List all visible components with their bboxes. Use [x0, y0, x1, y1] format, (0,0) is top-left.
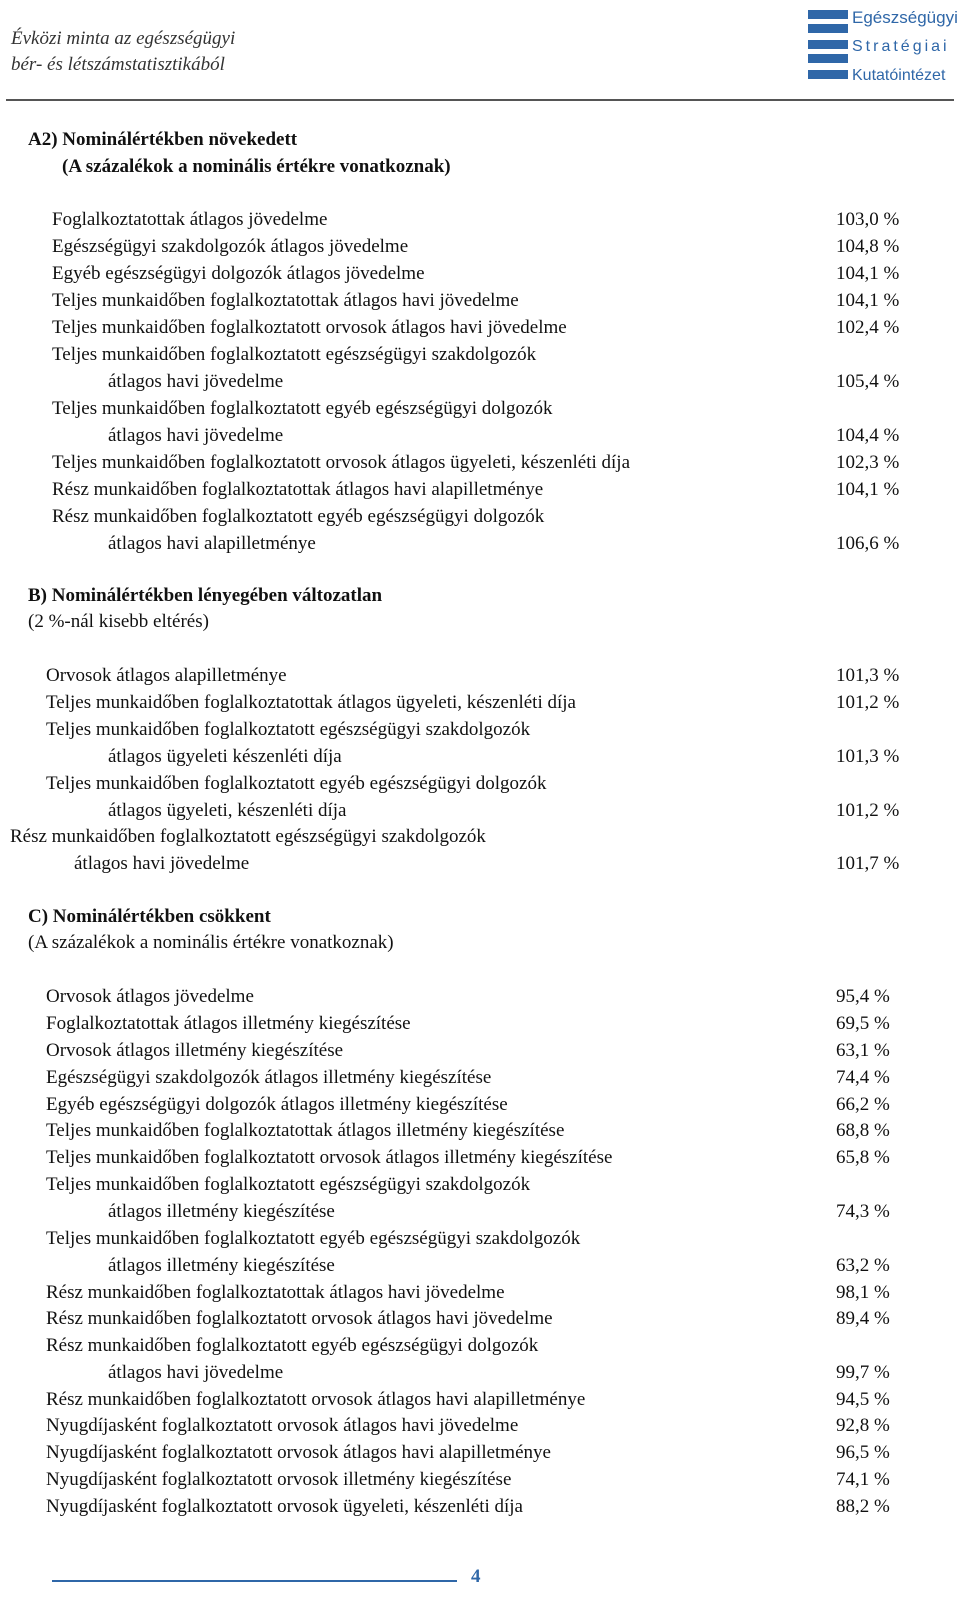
table-row-continuation — [0, 797, 960, 824]
section-b-heading — [0, 582, 960, 609]
row-value: 101,2 % — [836, 692, 900, 713]
table-row — [0, 770, 960, 797]
row-label: Teljes munkaidőben foglalkoztatott orvosok átlagos ügyeleti, készenléti díja — [52, 452, 631, 473]
table-row — [0, 206, 960, 233]
table-row-continuation — [0, 368, 960, 395]
row-label: Teljes munkaidőben foglalkoztatott orvosok átlagos havi jövedelme — [52, 317, 567, 338]
row-value: 89,4 % — [836, 1308, 890, 1329]
section-a-subheading — [0, 153, 960, 180]
row-value: 63,2 % — [836, 1255, 890, 1276]
row-label-continuation: átlagos ügyeleti készenléti díja — [108, 746, 342, 767]
row-label: Orvosok átlagos jövedelme — [46, 986, 254, 1007]
row-value: 105,4 % — [836, 371, 900, 392]
row-label: Orvosok átlagos illetmény kiegészítése — [46, 1040, 344, 1061]
row-label: Egyéb egészségügyi dolgozók átlagos illetmény kiegészítése — [46, 1094, 508, 1115]
row-value: 98,1 % — [836, 1282, 890, 1303]
row-value: 74,3 % — [836, 1201, 890, 1222]
row-label: Foglalkoztatottak átlagos jövedelme — [52, 209, 328, 230]
table-row — [0, 823, 960, 850]
row-label: Nyugdíjasként foglalkoztatott orvosok átlagos havi alapilletménye — [46, 1442, 551, 1463]
row-value: 88,2 % — [836, 1496, 890, 1517]
row-value: 74,4 % — [836, 1067, 890, 1088]
header-divider — [6, 99, 954, 101]
row-value: 101,7 % — [836, 853, 900, 874]
row-label: Egészségügyi szakdolgozók átlagos illetmény kiegészítése — [46, 1067, 492, 1088]
table-row — [0, 476, 960, 503]
table-row — [0, 1386, 960, 1413]
row-label: Nyugdíjasként foglalkoztatott orvosok illetmény kiegészítése — [46, 1469, 512, 1490]
row-value: 99,7 % — [836, 1362, 890, 1383]
table-row-continuation — [0, 422, 960, 449]
logo-text-line2: Stratégiai — [852, 38, 950, 55]
table-row — [0, 1144, 960, 1171]
table-row-continuation — [0, 743, 960, 770]
row-label: Rész munkaidőben foglalkoztatott egyéb egészségügyi dolgozók — [52, 506, 545, 527]
row-value: 104,8 % — [836, 236, 900, 257]
table-row — [0, 662, 960, 689]
document-title-line1: Évközi minta az egészségügyi — [11, 28, 236, 49]
row-value: 95,4 % — [836, 986, 890, 1007]
row-label: Rész munkaidőben foglalkoztatott orvosok átlagos havi jövedelme — [46, 1308, 553, 1329]
row-label: Teljes munkaidőben foglalkoztatottak átlagos illetmény kiegészítése — [46, 1120, 565, 1141]
table-row — [0, 1225, 960, 1252]
table-row — [0, 1064, 960, 1091]
row-label: Rész munkaidőben foglalkoztatottak átlagos havi alapilletménye — [52, 479, 544, 500]
row-value: 65,8 % — [836, 1147, 890, 1168]
row-value: 63,1 % — [836, 1040, 890, 1061]
logo-text-line3: Kutatóintézet — [852, 67, 946, 84]
footer-divider — [52, 1580, 457, 1582]
document-title — [11, 26, 235, 78]
row-label: Rész munkaidőben foglalkoztatott egészségügyi szakdolgozók — [10, 826, 486, 847]
row-value: 92,8 % — [836, 1415, 890, 1436]
row-value: 101,3 % — [836, 746, 900, 767]
table-row — [0, 260, 960, 287]
table-row-continuation — [0, 530, 960, 557]
row-label: Rész munkaidőben foglalkoztatott orvosok átlagos havi alapilletménye — [46, 1389, 586, 1410]
table-row-continuation — [0, 850, 960, 877]
row-value: 68,8 % — [836, 1120, 890, 1141]
row-value: 104,4 % — [836, 425, 900, 446]
row-label-continuation: átlagos illetmény kiegészítése — [108, 1201, 335, 1222]
section-a-subtitle: (A százalékok a nominális értékre vonatkoznak) — [62, 156, 451, 177]
table-row — [0, 449, 960, 476]
row-label: Nyugdíjasként foglalkoztatott orvosok átlagos havi jövedelme — [46, 1415, 519, 1436]
row-label: Rész munkaidőben foglalkoztatottak átlagos havi jövedelme — [46, 1282, 505, 1303]
row-value: 96,5 % — [836, 1442, 890, 1463]
table-row — [0, 1037, 960, 1064]
row-label: Teljes munkaidőben foglalkoztatott egészségügyi szakdolgozók — [46, 719, 531, 740]
section-c-title: C) Nominálértékben csökkent — [28, 906, 271, 927]
row-label: Foglalkoztatottak átlagos illetmény kiegészítése — [46, 1013, 411, 1034]
section-c-subtitle: (A százalékok a nominális értékre vonatkoznak) — [28, 932, 394, 953]
table-row-continuation — [0, 1359, 960, 1386]
row-value: 102,4 % — [836, 317, 900, 338]
table-row-continuation — [0, 1198, 960, 1225]
table-row — [0, 1171, 960, 1198]
row-label-continuation: átlagos ügyeleti, készenléti díja — [108, 800, 347, 821]
row-value: 101,3 % — [836, 665, 900, 686]
row-value: 69,5 % — [836, 1013, 890, 1034]
table-row — [0, 1466, 960, 1493]
section-a-heading — [0, 126, 960, 153]
row-label: Egyéb egészségügyi dolgozók átlagos jövedelme — [52, 263, 425, 284]
institute-logo — [800, 2, 960, 92]
page-header — [0, 0, 960, 100]
table-row — [0, 1010, 960, 1037]
row-label-continuation: átlagos havi jövedelme — [108, 1362, 284, 1383]
row-label: Teljes munkaidőben foglalkoztatott egészségügyi szakdolgozók — [46, 1174, 531, 1195]
row-value: 66,2 % — [836, 1094, 890, 1115]
section-b-subheading — [0, 608, 960, 635]
table-row — [0, 287, 960, 314]
row-label-continuation: átlagos illetmény kiegészítése — [108, 1255, 335, 1276]
table-row — [0, 341, 960, 368]
row-value: 104,1 % — [836, 290, 900, 311]
row-value: 102,3 % — [836, 452, 900, 473]
table-row — [0, 1439, 960, 1466]
table-row — [0, 1332, 960, 1359]
table-row — [0, 689, 960, 716]
table-row — [0, 1117, 960, 1144]
row-label: Nyugdíjasként foglalkoztatott orvosok ügyeleti, készenléti díja — [46, 1496, 523, 1517]
table-row — [0, 395, 960, 422]
table-row — [0, 1493, 960, 1520]
row-value: 103,0 % — [836, 209, 900, 230]
row-label: Teljes munkaidőben foglalkoztatott egyéb egészségügyi dolgozók — [52, 398, 553, 419]
table-row — [0, 1091, 960, 1118]
row-label-continuation: átlagos havi jövedelme — [108, 425, 284, 446]
section-b-title: B) Nominálértékben lényegében változatlan — [28, 585, 383, 606]
row-value: 101,2 % — [836, 800, 900, 821]
table-row — [0, 983, 960, 1010]
row-label: Teljes munkaidőben foglalkoztatott orvosok átlagos illetmény kiegészítése — [46, 1147, 613, 1168]
row-value: 106,6 % — [836, 533, 900, 554]
table-row — [0, 716, 960, 743]
row-label-continuation: átlagos havi alapilletménye — [108, 533, 316, 554]
table-row — [0, 233, 960, 260]
table-row — [0, 1412, 960, 1439]
row-value: 104,1 % — [836, 479, 900, 500]
section-c-subheading — [0, 929, 960, 956]
row-value: 104,1 % — [836, 263, 900, 284]
section-b-subtitle: (2 %-nál kisebb eltérés) — [28, 611, 209, 632]
section-c-heading — [0, 903, 960, 930]
row-value: 74,1 % — [836, 1469, 890, 1490]
logo-text-line1: Egészségügyi — [852, 8, 958, 27]
row-label: Orvosok átlagos alapilletménye — [46, 665, 287, 686]
document-title-line2: bér- és létszámstatisztikából — [11, 54, 225, 75]
table-row — [0, 314, 960, 341]
row-label: Teljes munkaidőben foglalkoztatott egyéb egészségügyi szakdolgozók — [46, 1228, 581, 1249]
row-label: Teljes munkaidőben foglalkoztatott egészségügyi szakdolgozók — [52, 344, 537, 365]
row-label-continuation: átlagos havi jövedelme — [74, 853, 250, 874]
table-row-continuation — [0, 1252, 960, 1279]
row-label: Teljes munkaidőben foglalkoztatottak átlagos havi jövedelme — [52, 290, 519, 311]
table-row — [0, 503, 960, 530]
row-label: Teljes munkaidőben foglalkoztatott egyéb egészségügyi dolgozók — [46, 773, 547, 794]
row-label: Egészségügyi szakdolgozók átlagos jövedelme — [52, 236, 409, 257]
page-number: 4 — [471, 1566, 481, 1587]
table-row — [0, 1305, 960, 1332]
row-label: Rész munkaidőben foglalkoztatott egyéb egészségügyi dolgozók — [46, 1335, 539, 1356]
row-value: 94,5 % — [836, 1389, 890, 1410]
table-row — [0, 1279, 960, 1306]
row-label: Teljes munkaidőben foglalkoztatottak átlagos ügyeleti, készenléti díja — [46, 692, 576, 713]
section-a-title: A2) Nominálértékben növekedett — [28, 129, 298, 150]
row-label-continuation: átlagos havi jövedelme — [108, 371, 284, 392]
